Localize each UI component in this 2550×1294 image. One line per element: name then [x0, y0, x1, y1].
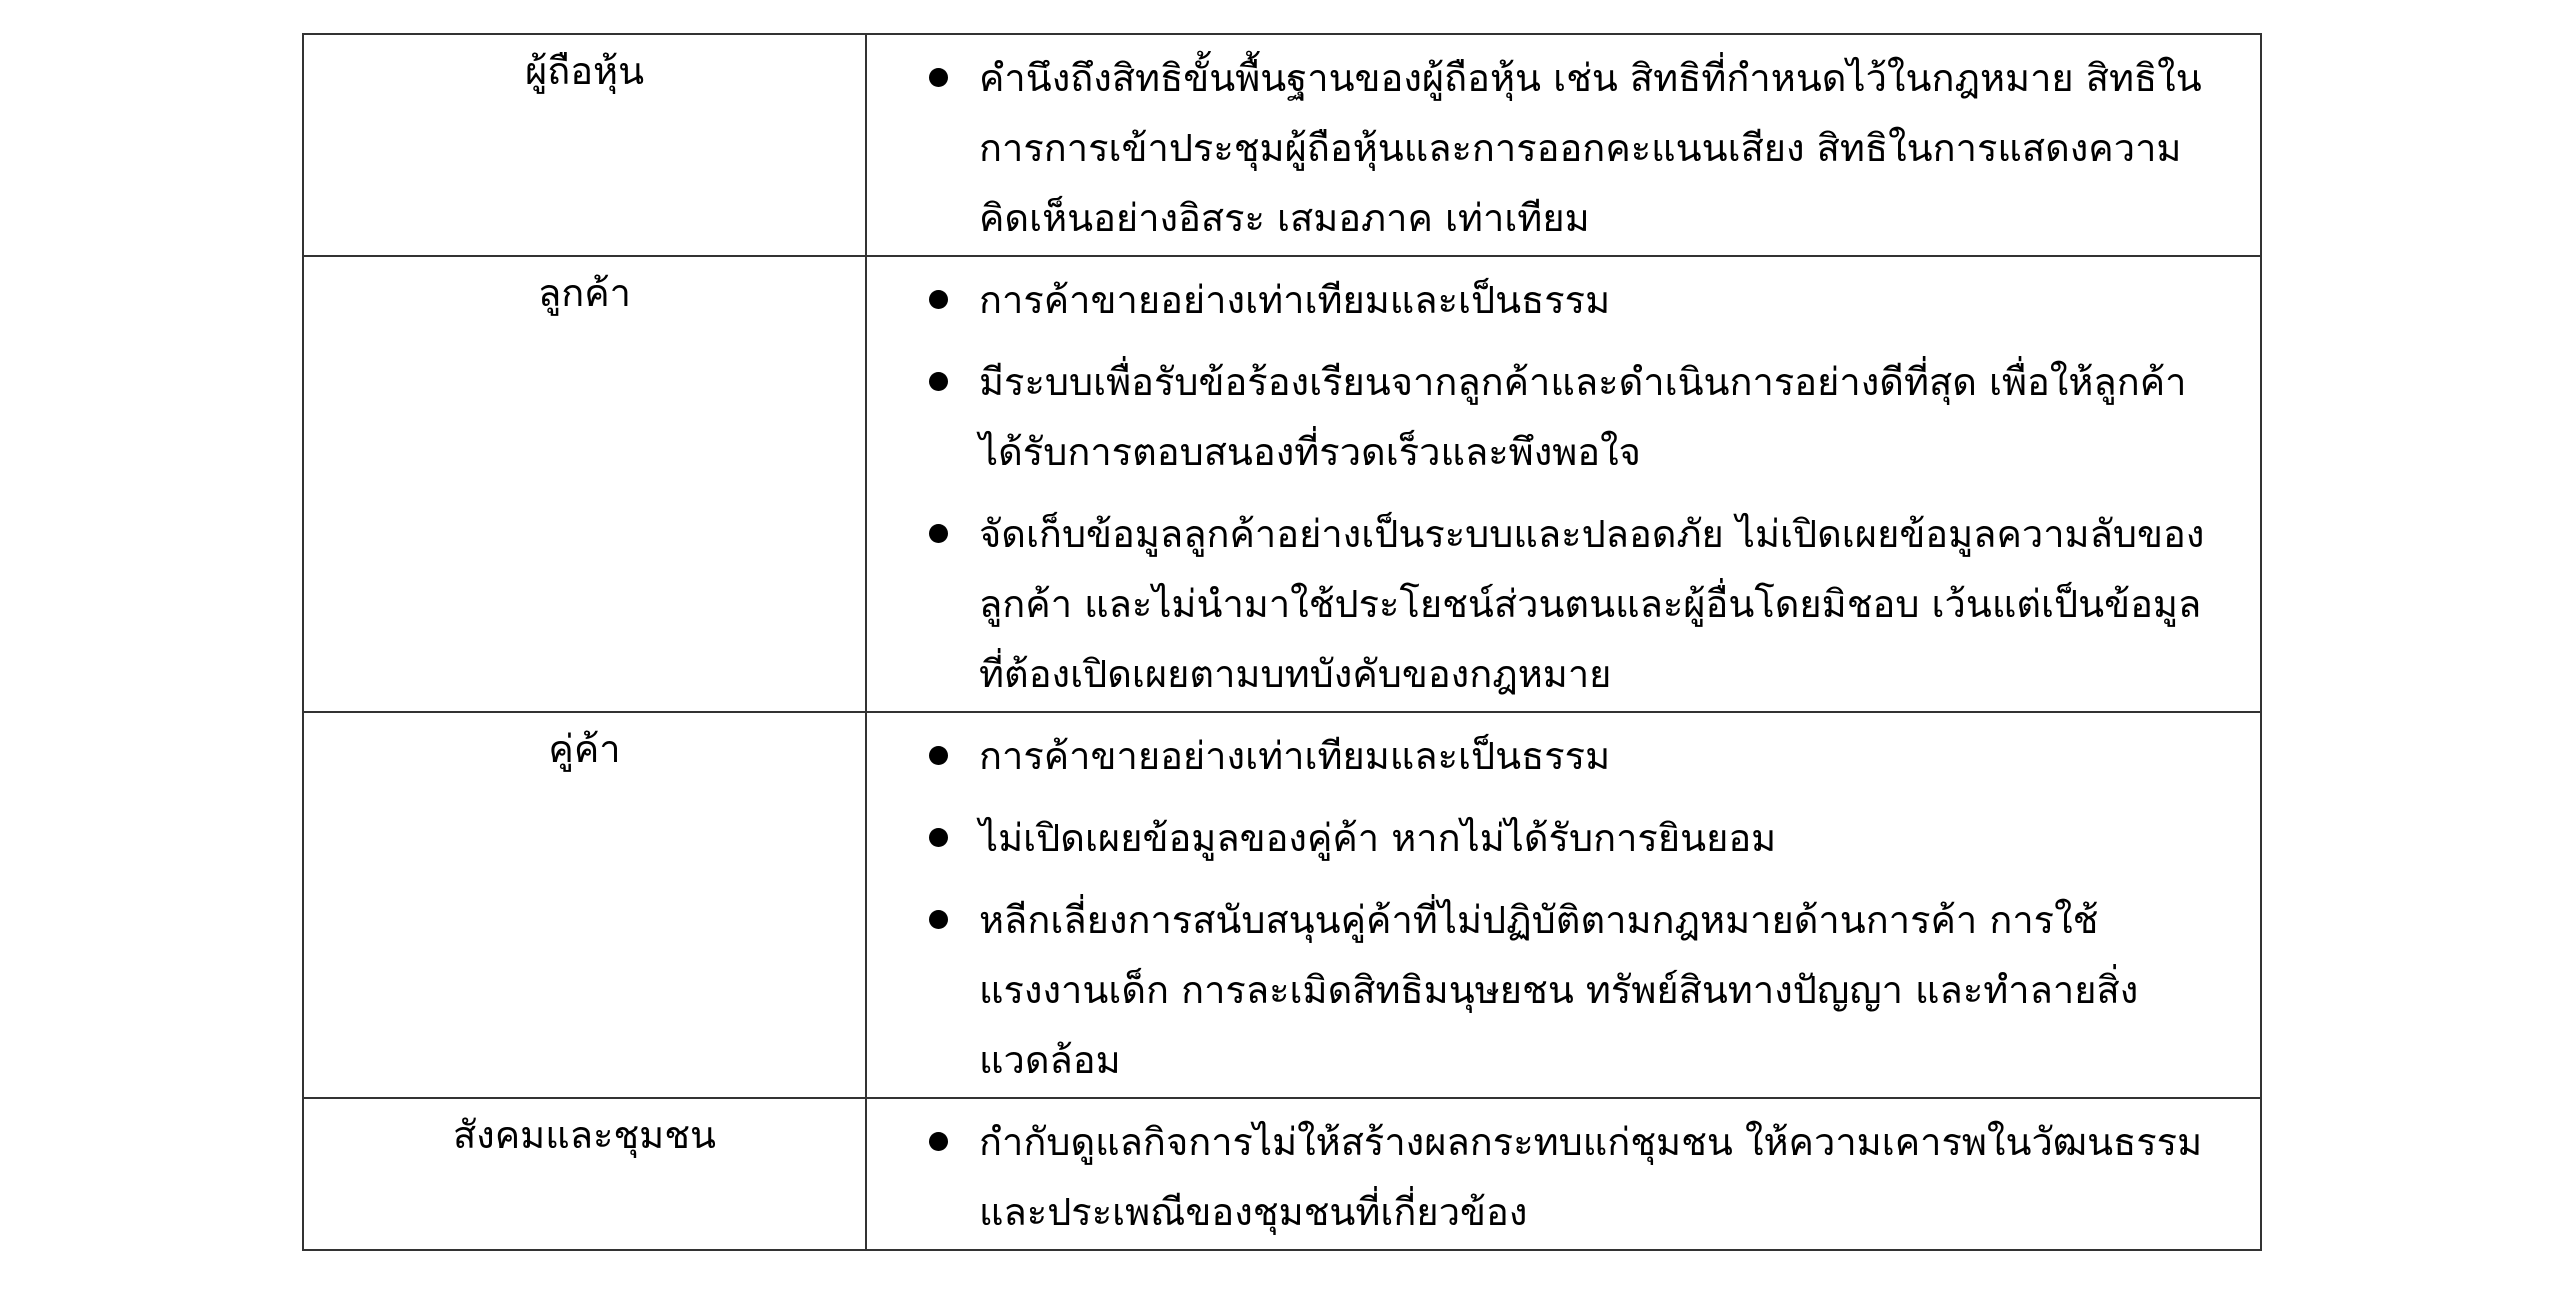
- practice-list: [979, 43, 2220, 253]
- bullet-icon: [929, 372, 948, 391]
- practice-text: การค้าขายอย่างเท่าเทียมและเป็นธรรม: [979, 278, 1611, 322]
- bullet-icon: [929, 290, 948, 309]
- list-item: [979, 499, 2220, 709]
- practice-text: การค้าขายอย่างเท่าเทียมและเป็นธรรม: [979, 734, 1611, 778]
- list-item: [979, 265, 2220, 335]
- bullet-icon: [929, 68, 948, 87]
- stakeholder-group-label: คู่ค้า: [548, 727, 621, 771]
- bullet-icon: [929, 746, 948, 765]
- practice-list: [979, 1107, 2220, 1247]
- practice-text: มีระบบเพื่อรับข้อร้องเรียนจากลูกค้าและดำเนินการอย่างดีที่สุด เพื่อให้ลูกค้าได้รับการตอบสนองที่รวดเร็วและพึงพอใจ: [979, 360, 2187, 474]
- practice-text: ไม่เปิดเผยข้อมูลของคู่ค้า หากไม่ได้รับการยินยอม: [979, 816, 1777, 860]
- list-item: [979, 1107, 2220, 1247]
- bullet-icon: [929, 1132, 948, 1151]
- list-item: [979, 803, 2220, 873]
- table-row: [303, 256, 2261, 712]
- stakeholder-group-label: ลูกค้า: [537, 271, 632, 315]
- practice-text: จัดเก็บข้อมูลลูกค้าอย่างเป็นระบบและปลอดภัย ไม่เปิดเผยข้อมูลความลับของลูกค้า และไม่นำมาใช้ประโยชน์ส่วนตนและผู้อื่นโดยมิชอบ เว้นแต่เป็นข้อมูลที่ต้องเปิดเผยตามบทบังคับของกฎหมาย: [979, 512, 2205, 696]
- list-item: [979, 43, 2220, 253]
- list-item: [979, 347, 2220, 487]
- table-row: [303, 712, 2261, 1098]
- practice-detail-cell: [866, 712, 2261, 1098]
- bullet-icon: [929, 828, 948, 847]
- practice-detail-cell: [866, 256, 2261, 712]
- stakeholder-group-cell: [303, 712, 866, 1098]
- practice-text: กำกับดูแลกิจการไม่ให้สร้างผลกระทบแก่ชุมชน ให้ความเคารพในวัฒนธรรมและประเพณีของชุมชนที่เกี่ยวข้อง: [979, 1120, 2203, 1234]
- list-item: [979, 885, 2220, 1095]
- bullet-icon: [929, 524, 948, 543]
- practice-detail-cell: [866, 34, 2261, 256]
- stakeholder-group-cell: [303, 256, 866, 712]
- stakeholder-group-cell: [303, 34, 866, 256]
- bullet-icon: [929, 910, 948, 929]
- practice-list: [979, 265, 2220, 709]
- practice-text: หลีกเลี่ยงการสนับสนุนคู่ค้าที่ไม่ปฏิบัติตามกฎหมายด้านการค้า การใช้แรงงานเด็ก การละเมิดสิทธิมนุษยชน ทรัพย์สินทางปัญญา และทำลายสิ่งแวดล้อม: [979, 898, 2139, 1082]
- table-body: [303, 34, 2261, 1250]
- stakeholder-group-label: ผู้ถือหุ้น: [524, 49, 645, 93]
- table-row: [303, 34, 2261, 256]
- stakeholder-group-cell: [303, 1098, 866, 1250]
- practice-text: คำนึงถึงสิทธิขั้นพื้นฐานของผู้ถือหุ้น เช่น สิทธิที่กำหนดไว้ในกฎหมาย สิทธิในการการเข้าประชุมผู้ถือหุ้นและการออกคะแนนเสียง สิทธิในการแสดงความคิดเห็นอย่างอิสระ เสมอภาค เท่าเทียม: [979, 56, 2202, 240]
- stakeholder-group-label: สังคมและชุมชน: [452, 1113, 716, 1157]
- practice-list: [979, 721, 2220, 1095]
- table-row: [303, 1098, 2261, 1250]
- practice-detail-cell: [866, 1098, 2261, 1250]
- stakeholder-table: [302, 33, 2262, 1251]
- list-item: [979, 721, 2220, 791]
